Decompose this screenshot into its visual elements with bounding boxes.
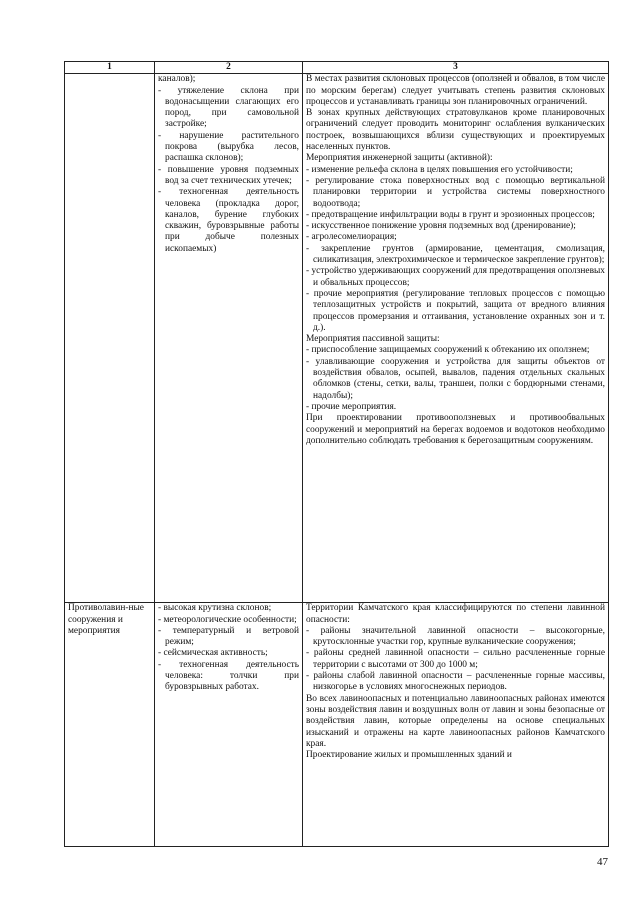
row1-col1 [65, 74, 155, 603]
row1-col2 [155, 74, 303, 603]
bullet-item: - предотвращение инфильтрации воды в грунт и эрозионных процессов; [306, 209, 595, 220]
page-number: 47 [597, 856, 608, 868]
paragraph: каналов); [158, 74, 196, 85]
bullet-item: - повышение уровня подземных вод за счет технических утечек; [158, 164, 299, 186]
bullet-item: - высокая крутизна склонов; [158, 603, 272, 614]
row2-col3 [303, 603, 609, 847]
bullet-item: - улавливающие сооружения и устройства для защиты объектов от воздействия обвалов, осыпей, вывалов, падения отдельных скальных обломков (стены, сетки, валы, траншеи, полки с бордюрными стенами, надолбы); [306, 356, 605, 401]
header-cell-3: 3 [303, 62, 609, 74]
bullet-item: - изменение рельефа склона в целях повышения его устойчивости; [306, 164, 573, 175]
paragraph: При проектировании противооползневых и противообвальных сооружений и мероприятий на берегах водоемов и водотоков необходимо дополнительно соблюдать требования к берегозащитным сооружениям. [306, 413, 605, 446]
bullet-item: - закрепление грунтов (армирование, цементация, смолизация, силикатизация, электрохимическое и термическое закрепление грунтов); [306, 243, 605, 266]
bullet-item: - техногенная деятельность человека (прокладка дорог, каналов, бурение глубоких скважин, буровзрывные работы при добыче полезных ископаемых) [158, 187, 299, 254]
row1-col3 [303, 74, 609, 603]
bullet-item: - агролесомелиорация; [306, 232, 397, 243]
bullet-item: - районы средней лавинной опасности – сильно расчлененные горные территории с высотами от 300 до 1000 м; [306, 648, 605, 670]
header-cell-1: 1 [65, 62, 155, 74]
paragraph: Мероприятия пассивной защиты: [306, 334, 440, 345]
row2-col2 [155, 603, 303, 847]
row2-col1 [65, 603, 155, 847]
bullet-item: - искусственное понижение уровня подземных вод (дренирование); [306, 221, 576, 232]
bullet-item: - районы слабой лавинной опасности – расчлененные горные массивы, низкогорье в условиях многоснежных периодов. [306, 671, 605, 693]
bullet-item: - прочие мероприятия. [306, 401, 397, 412]
paragraph: В местах развития склоновых процессов (оползней и обвалов, в том числе по морским берегам) следует учитывать степень развития склоновых процессов и устанавливать границы зон планировочных ограничений. [306, 74, 605, 107]
bullet-item: - метеорологические особенности; [158, 614, 297, 625]
bullet-item: - сейсмическая активность; [158, 648, 268, 659]
table-header-row [65, 62, 609, 74]
bullet-item: - нарушение растительного покрова (вырубка лесов, распашка склонов); [158, 130, 299, 164]
paragraph: В зонах крупных действующих стратовулканов кроме планировочных ограничений следует проводить мониторинг ослабления вулканических построек, возвышающихся вблизи существующих и проектируемых населенных пунктов. [306, 108, 605, 153]
paragraph: Мероприятия инженерной защиты (активной): [306, 153, 493, 164]
bullet-item: - прочие мероприятия (регулирование тепловых процессов с помощью теплозащитных устройств и покрытий, защита от вредного влияния процессов промерзания и оттаивания, установление охранных зон и т. д.). [306, 288, 605, 333]
bullet-item: - температурный и ветровой режим; [158, 625, 299, 648]
hazard-measures-table [64, 61, 609, 847]
table-row [65, 74, 609, 603]
bullet-item: - регулирование стока поверхностных вод с помощью вертикальной планировки территории и устройства системы поверхностного водоотвода; [306, 175, 605, 209]
bullet-item: - приспособление защищаемых сооружений к обтеканию их оползнем; [306, 345, 590, 356]
header-cell-2: 2 [155, 62, 303, 74]
bullet-item: - утяжеление склона при водонасыщении слагающих его пород, при самовольной застройке; [158, 85, 299, 130]
paragraph: Во всех лавиноопасных и потенциально лавиноопасных районах имеются зоны воздействия лавин и воздушных волн от лавин и зоны безопасные от воздействия лавин, которые определены на основе специальных изысканий и отражены на карте лавиноопасных районов Камчатского края. [306, 693, 605, 749]
paragraph: Территории Камчатского края классифицируются по степени лавинной опасности: [306, 603, 605, 625]
category-label: Противолавин-ные сооружения и мероприятия [68, 603, 144, 636]
paragraph: Проектирование жилых и промышленных зданий и [306, 750, 512, 761]
bullet-item: - районы значительной лавинной опасности – высокогорные, крутосклонные участки гор, крупные вулканические сооружения; [306, 625, 605, 648]
table-row [65, 603, 609, 847]
bullet-item: - техногенная деятельность человека: толчки при буровзрывных работах. [158, 659, 299, 693]
bullet-item: - устройство удерживающих сооружений для предотвращения оползневых и обвальных процессов; [306, 266, 605, 288]
